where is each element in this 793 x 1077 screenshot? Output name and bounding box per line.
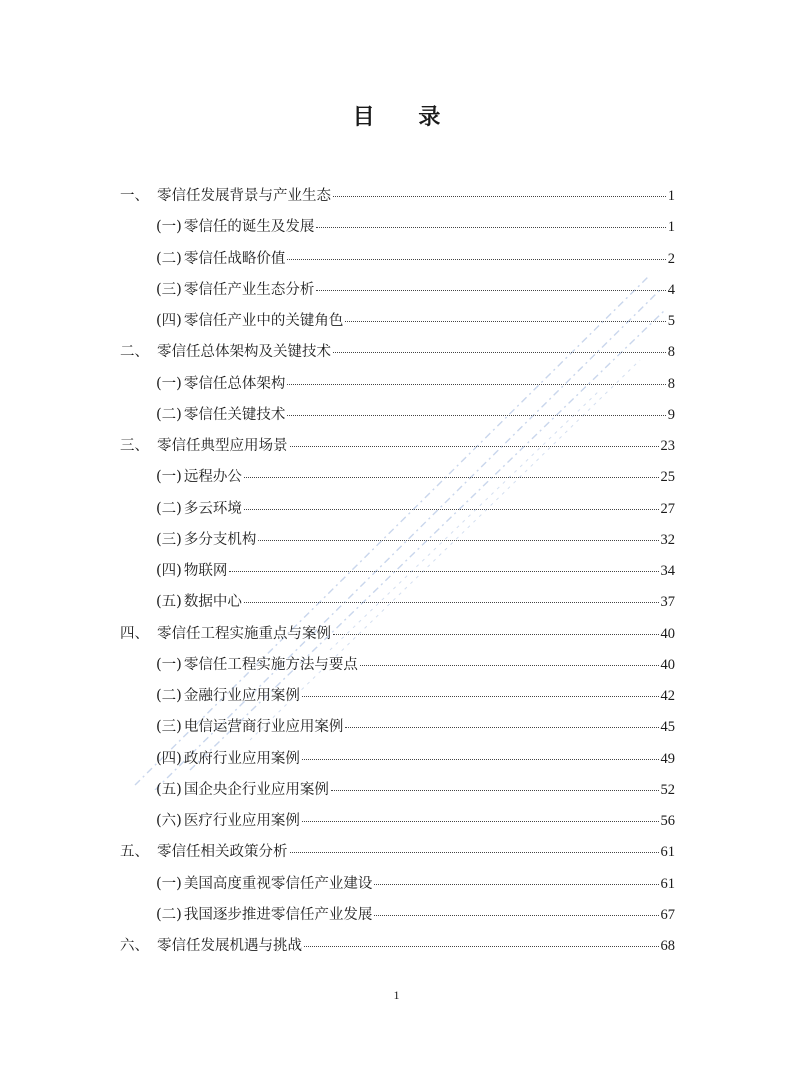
toc-section-entry[interactable] xyxy=(120,556,675,587)
table-of-contents xyxy=(120,181,675,962)
toc-entry-number: (一) xyxy=(156,375,182,392)
toc-entry-title: 我国逐步推进零信任产业发展 xyxy=(183,906,373,923)
toc-entry-title: 零信任总体架构 xyxy=(183,375,286,392)
dot-leader xyxy=(345,321,665,322)
dot-leader xyxy=(302,696,659,697)
toc-section-entry[interactable] xyxy=(120,650,675,681)
toc-chapter-entry[interactable] xyxy=(120,431,675,462)
toc-entry-title: 零信任发展背景与产业生态 xyxy=(157,188,331,204)
dot-leader xyxy=(290,446,659,447)
toc-page-number: 8 xyxy=(667,375,675,392)
toc-entry-title: 金融行业应用案例 xyxy=(183,688,300,704)
dot-leader xyxy=(316,227,665,228)
toc-entry-number: (二) xyxy=(156,406,182,423)
toc-entry-number: (六) xyxy=(156,813,182,829)
toc-entry-number: (三) xyxy=(156,531,182,548)
toc-page-number: 1 xyxy=(667,188,675,204)
toc-entry-title: 物联网 xyxy=(183,563,228,579)
toc-entry-number: (三) xyxy=(156,719,182,736)
dot-leader xyxy=(302,821,659,822)
toc-entry-title: 零信任产业中的关键角色 xyxy=(183,313,344,329)
toc-entry-title: 政府行业应用案例 xyxy=(183,750,300,767)
toc-entry-title: 远程办公 xyxy=(183,469,242,486)
dot-leader xyxy=(316,290,665,291)
toc-entry-title: 零信任战略价值 xyxy=(183,250,286,267)
toc-page-number: 5 xyxy=(667,313,675,329)
toc-entry-number: 五、 xyxy=(120,844,149,861)
toc-entry-title: 数据中心 xyxy=(183,594,242,611)
toc-entry-title: 零信任发展机遇与挑战 xyxy=(157,938,302,954)
toc-entry-number: (二) xyxy=(156,906,182,923)
toc-section-entry[interactable] xyxy=(120,494,675,525)
toc-page-number: 49 xyxy=(660,750,675,767)
toc-page-number: 34 xyxy=(660,563,675,579)
toc-entry-number: (五) xyxy=(156,781,182,798)
dot-leader xyxy=(258,540,658,541)
toc-section-entry[interactable] xyxy=(120,369,675,400)
dot-leader xyxy=(244,602,659,603)
toc-entry-number: 四、 xyxy=(120,625,149,642)
toc-entry-number: 一、 xyxy=(120,188,149,204)
toc-page-number: 61 xyxy=(660,844,675,861)
toc-section-entry[interactable] xyxy=(120,244,675,275)
toc-entry-title: 零信任相关政策分析 xyxy=(157,844,288,861)
toc-page-number: 8 xyxy=(667,344,675,361)
toc-entry-number: (二) xyxy=(156,688,182,704)
toc-section-entry[interactable] xyxy=(120,587,675,618)
toc-chapter-entry[interactable] xyxy=(120,181,675,212)
dot-leader xyxy=(244,509,659,510)
dot-leader xyxy=(333,352,666,353)
toc-entry-number: 三、 xyxy=(120,438,149,454)
dot-leader xyxy=(229,571,658,572)
toc-page-number: 2 xyxy=(667,250,675,267)
toc-entry-number: (四) xyxy=(156,313,182,329)
toc-section-entry[interactable] xyxy=(120,306,675,337)
toc-entry-number: (一) xyxy=(156,219,182,236)
toc-entry-title: 国企央企行业应用案例 xyxy=(183,781,329,798)
toc-page-number: 52 xyxy=(660,781,675,798)
toc-page-number: 27 xyxy=(660,500,675,517)
toc-section-entry[interactable] xyxy=(120,806,675,837)
toc-entry-number: (一) xyxy=(156,656,182,673)
dot-leader xyxy=(244,477,659,478)
dot-leader xyxy=(290,852,659,853)
toc-section-entry[interactable] xyxy=(120,712,675,743)
toc-page-number: 45 xyxy=(660,719,675,736)
toc-page-number: 42 xyxy=(660,688,675,704)
dot-leader xyxy=(304,946,659,947)
toc-entry-title: 零信任产业生态分析 xyxy=(183,281,315,298)
dot-leader xyxy=(374,915,658,916)
toc-entry-number: (一) xyxy=(156,469,182,486)
toc-section-entry[interactable] xyxy=(120,400,675,431)
toc-page-number: 40 xyxy=(660,656,675,673)
toc-entry-number: (五) xyxy=(156,594,182,611)
toc-entry-title: 零信任关键技术 xyxy=(183,406,286,423)
toc-section-entry[interactable] xyxy=(120,462,675,493)
dot-leader xyxy=(331,790,659,791)
toc-page-number: 32 xyxy=(660,531,675,548)
toc-entry-title: 零信任典型应用场景 xyxy=(157,438,288,454)
page-title: 目 录 xyxy=(352,105,459,130)
toc-entry-number: (二) xyxy=(156,500,182,517)
toc-entry-title: 医疗行业应用案例 xyxy=(183,813,300,829)
dot-leader xyxy=(302,759,659,760)
toc-entry-number: (一) xyxy=(156,875,182,892)
toc-page-number: 4 xyxy=(667,281,675,298)
dot-leader xyxy=(374,884,658,885)
toc-entry-title: 电信运营商行业应用案例 xyxy=(183,719,344,736)
toc-page-number: 68 xyxy=(660,938,675,954)
toc-section-entry[interactable] xyxy=(120,775,675,806)
toc-section-entry[interactable] xyxy=(120,525,675,556)
toc-section-entry[interactable] xyxy=(120,900,675,931)
toc-section-entry[interactable] xyxy=(120,681,675,712)
toc-chapter-entry[interactable] xyxy=(120,837,675,868)
toc-chapter-entry[interactable] xyxy=(120,337,675,368)
toc-entry-number: (四) xyxy=(156,563,182,579)
toc-entry-title: 多云环境 xyxy=(183,500,242,517)
dot-leader xyxy=(287,415,665,416)
toc-page-number: 40 xyxy=(660,625,675,642)
toc-page-number: 1 xyxy=(667,219,675,236)
toc-page-number: 56 xyxy=(660,813,675,829)
toc-section-entry[interactable] xyxy=(120,212,675,243)
toc-page-number: 37 xyxy=(660,594,675,611)
dot-leader xyxy=(287,384,665,385)
toc-chapter-entry[interactable] xyxy=(120,619,675,650)
footer-page-number: 1 xyxy=(393,988,400,1002)
dot-leader xyxy=(333,196,666,197)
toc-entry-number: 六、 xyxy=(120,938,149,954)
toc-entry-title: 零信任总体架构及关键技术 xyxy=(157,344,331,361)
toc-page-number: 67 xyxy=(660,906,675,923)
toc-chapter-entry[interactable] xyxy=(120,931,675,962)
toc-entry-title: 美国高度重视零信任产业建设 xyxy=(183,875,373,892)
dot-leader xyxy=(287,259,665,260)
toc-entry-title: 多分支机构 xyxy=(183,531,257,548)
dot-leader xyxy=(333,634,659,635)
toc-entry-number: 二、 xyxy=(120,344,149,361)
toc-page-number: 9 xyxy=(667,406,675,423)
toc-entry-number: (三) xyxy=(156,281,182,298)
dot-leader xyxy=(345,727,658,728)
toc-page-number: 23 xyxy=(660,438,675,454)
toc-page-number: 61 xyxy=(660,875,675,892)
toc-section-entry[interactable] xyxy=(120,275,675,306)
toc-entry-title: 零信任的诞生及发展 xyxy=(183,219,315,236)
toc-entry-title: 零信任工程实施重点与案例 xyxy=(157,625,331,642)
toc-section-entry[interactable] xyxy=(120,869,675,900)
toc-page-number: 25 xyxy=(660,469,675,486)
toc-section-entry[interactable] xyxy=(120,744,675,775)
toc-entry-title: 零信任工程实施方法与要点 xyxy=(183,656,358,673)
toc-entry-number: (二) xyxy=(156,250,182,267)
toc-entry-number: (四) xyxy=(156,750,182,767)
dot-leader xyxy=(360,665,659,666)
